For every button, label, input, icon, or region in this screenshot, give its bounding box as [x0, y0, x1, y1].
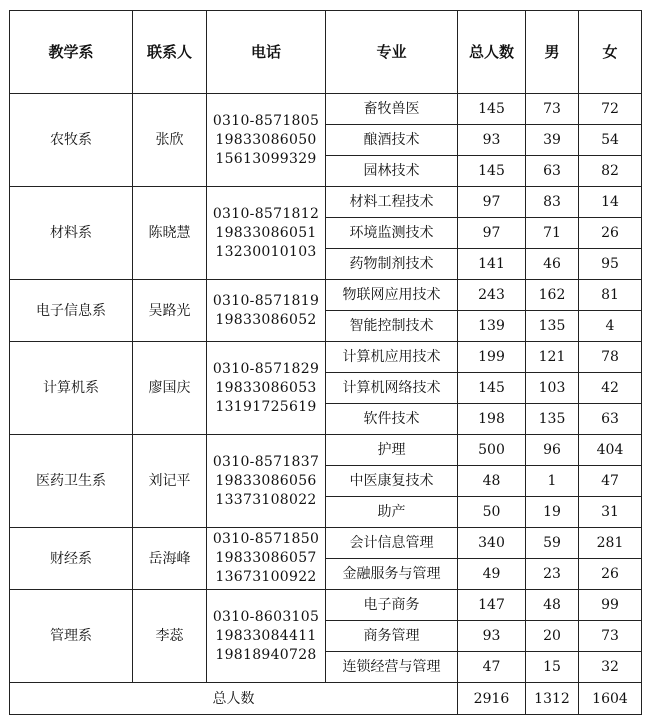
major-name: 药物制剂技术 — [326, 249, 458, 280]
major-female: 42 — [579, 373, 642, 404]
major-female: 54 — [579, 125, 642, 156]
totals-row — [10, 683, 642, 715]
table-row — [10, 94, 642, 125]
major-male: 135 — [526, 311, 579, 342]
major-male: 23 — [526, 559, 579, 590]
major-female: 78 — [579, 342, 642, 373]
phone-cell — [207, 94, 326, 187]
department-name: 材料系 — [10, 187, 133, 280]
table-row — [10, 342, 642, 373]
department-name: 电子信息系 — [10, 280, 133, 342]
major-male: 135 — [526, 404, 579, 435]
major-male: 1 — [526, 466, 579, 497]
major-name: 智能控制技术 — [326, 311, 458, 342]
major-female: 73 — [579, 621, 642, 652]
major-total: 500 — [458, 435, 526, 466]
major-female: 63 — [579, 404, 642, 435]
phone-number: 19833084411 — [215, 627, 317, 644]
major-female: 26 — [579, 559, 642, 590]
phone-number: 15613099329 — [215, 150, 317, 167]
major-male: 83 — [526, 187, 579, 218]
enrollment-document — [9, 10, 641, 713]
table-row — [10, 590, 642, 621]
major-name: 材料工程技术 — [326, 187, 458, 218]
totals-label: 总人数 — [10, 683, 458, 715]
department-name: 管理系 — [10, 590, 133, 683]
major-male: 19 — [526, 497, 579, 528]
major-total: 50 — [458, 497, 526, 528]
major-total: 47 — [458, 652, 526, 683]
header-row — [10, 11, 642, 94]
contact-name: 张欣 — [133, 94, 207, 187]
department-name: 财经系 — [10, 528, 133, 590]
totals-total: 2916 — [458, 683, 526, 715]
phone-cell — [207, 435, 326, 528]
phone-number: 19833086050 — [215, 131, 317, 148]
major-total: 145 — [458, 156, 526, 187]
contact-name: 岳海峰 — [133, 528, 207, 590]
major-female: 26 — [579, 218, 642, 249]
phone-number: 0310-8571805 — [212, 112, 320, 129]
phone-cell — [207, 187, 326, 280]
major-female: 72 — [579, 94, 642, 125]
major-name: 酿酒技术 — [326, 125, 458, 156]
major-name: 商务管理 — [326, 621, 458, 652]
major-male: 73 — [526, 94, 579, 125]
phone-number: 0310-8571850 — [212, 531, 320, 547]
major-female: 32 — [579, 652, 642, 683]
major-name: 软件技术 — [326, 404, 458, 435]
major-female: 14 — [579, 187, 642, 218]
major-female: 81 — [579, 280, 642, 311]
major-name: 助产 — [326, 497, 458, 528]
major-male: 20 — [526, 621, 579, 652]
major-total: 147 — [458, 590, 526, 621]
major-male: 103 — [526, 373, 579, 404]
header-department: 教学系 — [10, 11, 133, 94]
major-name: 计算机网络技术 — [326, 373, 458, 404]
major-total: 145 — [458, 373, 526, 404]
phone-number: 19833086053 — [215, 379, 317, 396]
major-female: 4 — [579, 311, 642, 342]
contact-name: 廖国庆 — [133, 342, 207, 435]
major-female: 47 — [579, 466, 642, 497]
header-major: 专业 — [326, 11, 458, 94]
phone-number: 19833086052 — [215, 311, 317, 328]
major-male: 71 — [526, 218, 579, 249]
header-female: 女 — [579, 11, 642, 94]
header-male: 男 — [526, 11, 579, 94]
major-male: 162 — [526, 280, 579, 311]
table-row — [10, 528, 642, 559]
major-name: 环境监测技术 — [326, 218, 458, 249]
major-total: 97 — [458, 218, 526, 249]
major-female: 404 — [579, 435, 642, 466]
phone-cell — [207, 342, 326, 435]
major-male: 121 — [526, 342, 579, 373]
phone-cell — [207, 528, 326, 590]
major-name: 物联网应用技术 — [326, 280, 458, 311]
major-male: 46 — [526, 249, 579, 280]
phone-number: 19833086056 — [215, 472, 317, 489]
major-female: 99 — [579, 590, 642, 621]
major-total: 198 — [458, 404, 526, 435]
table-body — [10, 94, 642, 683]
major-male: 39 — [526, 125, 579, 156]
totals-female: 1604 — [579, 683, 642, 715]
major-total: 139 — [458, 311, 526, 342]
major-female: 82 — [579, 156, 642, 187]
phone-number: 0310-8571812 — [212, 205, 320, 222]
department-name: 计算机系 — [10, 342, 133, 435]
phone-number: 19818940728 — [215, 646, 317, 663]
phone-number: 0310-8571837 — [212, 453, 320, 470]
contact-name: 李蕊 — [133, 590, 207, 683]
major-name: 畜牧兽医 — [326, 94, 458, 125]
major-female: 281 — [579, 528, 642, 559]
contact-name: 陈晓慧 — [133, 187, 207, 280]
major-total: 340 — [458, 528, 526, 559]
department-name: 医药卫生系 — [10, 435, 133, 528]
header-total: 总人数 — [458, 11, 526, 94]
major-total: 48 — [458, 466, 526, 497]
major-name: 金融服务与管理 — [326, 559, 458, 590]
major-total: 93 — [458, 125, 526, 156]
major-total: 141 — [458, 249, 526, 280]
phone-number: 19833086051 — [215, 224, 317, 241]
major-total: 243 — [458, 280, 526, 311]
major-total: 93 — [458, 621, 526, 652]
major-male: 96 — [526, 435, 579, 466]
major-name: 会计信息管理 — [326, 528, 458, 559]
major-name: 护理 — [326, 435, 458, 466]
table-row — [10, 435, 642, 466]
major-female: 95 — [579, 249, 642, 280]
contact-name: 刘记平 — [133, 435, 207, 528]
major-name: 中医康复技术 — [326, 466, 458, 497]
major-male: 63 — [526, 156, 579, 187]
major-male: 15 — [526, 652, 579, 683]
major-male: 48 — [526, 590, 579, 621]
phone-number: 13673100922 — [215, 569, 317, 585]
table-row — [10, 280, 642, 311]
phone-number: 0310-8571829 — [212, 360, 320, 377]
header-phone: 电话 — [207, 11, 326, 94]
major-female: 31 — [579, 497, 642, 528]
totals-male: 1312 — [526, 683, 579, 715]
phone-number: 0310-8603105 — [212, 608, 320, 625]
header-contact: 联系人 — [133, 11, 207, 94]
table-row — [10, 187, 642, 218]
major-total: 49 — [458, 559, 526, 590]
phone-number: 13230010103 — [215, 243, 317, 260]
phone-number: 0310-8571819 — [212, 292, 320, 309]
phone-number: 13191725619 — [215, 398, 317, 415]
major-total: 199 — [458, 342, 526, 373]
major-total: 145 — [458, 94, 526, 125]
phone-number: 19833086057 — [215, 550, 317, 566]
phone-cell — [207, 280, 326, 342]
major-name: 电子商务 — [326, 590, 458, 621]
major-total: 97 — [458, 187, 526, 218]
major-name: 连锁经营与管理 — [326, 652, 458, 683]
contact-name: 吴路光 — [133, 280, 207, 342]
major-name: 计算机应用技术 — [326, 342, 458, 373]
major-name: 园林技术 — [326, 156, 458, 187]
major-male: 59 — [526, 528, 579, 559]
department-name: 农牧系 — [10, 94, 133, 187]
phone-cell — [207, 590, 326, 683]
phone-number: 13373108022 — [215, 491, 317, 508]
enrollment-table — [9, 10, 642, 715]
